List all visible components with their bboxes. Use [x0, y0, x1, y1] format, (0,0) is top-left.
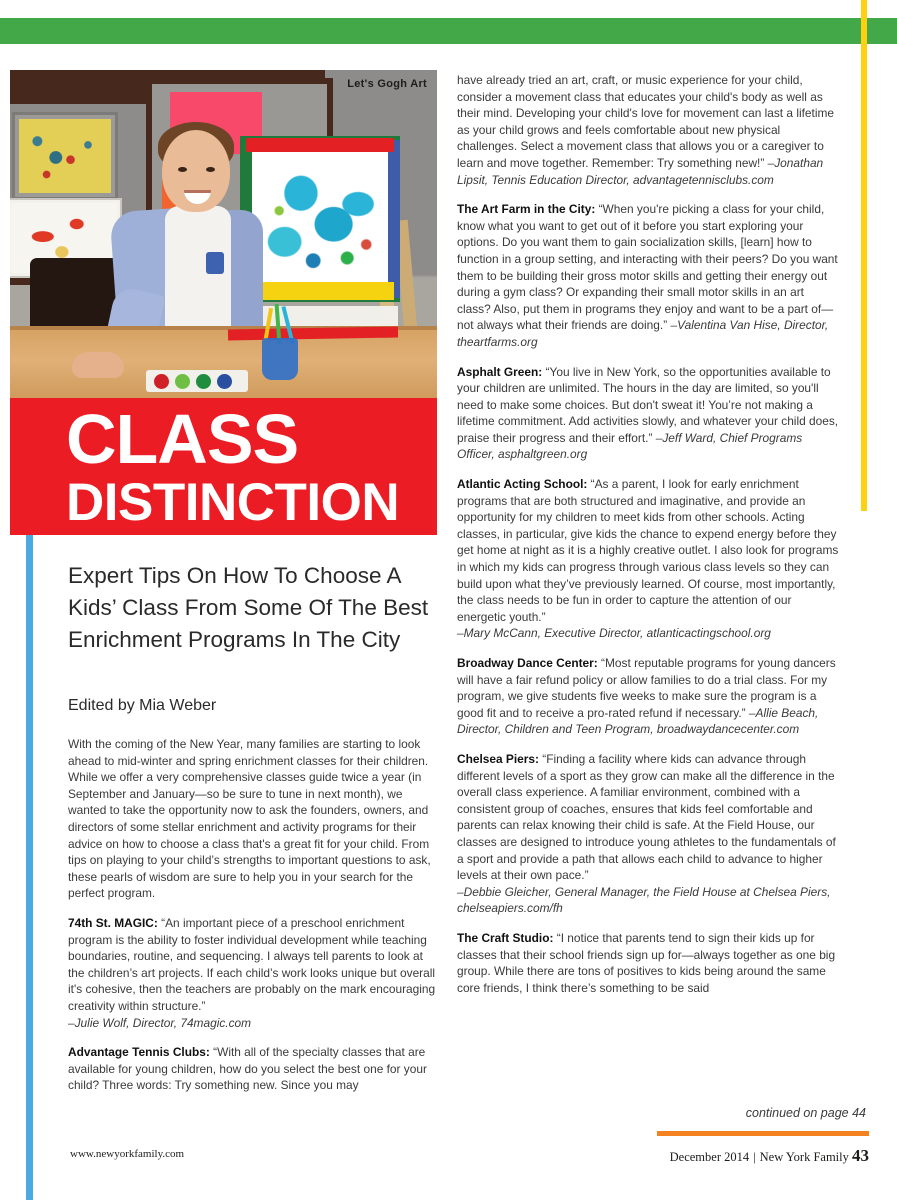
- lead-photo: [10, 70, 437, 400]
- entry-name: 74th St. MAGIC:: [68, 915, 158, 930]
- entry-chelsea-piers: [457, 751, 839, 917]
- article-byline: Edited by Mia Weber: [68, 697, 217, 714]
- footer-issue-line: [670, 1146, 869, 1166]
- entry-quote: “You live in New York, so the opportunities available to your children are unlimited. The hours in the day are limited, so you'll need to make some choices. But don't sweat it! You’re not making a lifetime commitment. Add activities slowly, and whatever your child does, praise their progress and their effort.”: [457, 364, 839, 445]
- entry-quote: “Most reputable programs for young dancers will have a fair refund policy or allow families to do a trial class. For my program, we give students five weeks to make sure the program is a good fit and to receive a pro-rated refund if necessary.”: [457, 656, 836, 720]
- footer-page-number: 43: [852, 1146, 869, 1165]
- article-deck: Expert Tips On How To Choose A Kids’ Class From Some Of The Best Enrichment Programs In The City: [68, 563, 429, 652]
- footer-orange-rule: [657, 1131, 869, 1136]
- entry-asphalt-green: [457, 364, 839, 464]
- entry-74th-st-magic: [68, 915, 440, 1031]
- photo-brush-cup: [262, 338, 298, 380]
- photo-watercolor-palette: [146, 370, 248, 392]
- footer-website[interactable]: www.newyorkfamily.com: [70, 1148, 185, 1160]
- entry-attribution: –Valentina Van Hise, Director, theartfarms.org: [457, 318, 829, 349]
- photo-paint-dot-red: [154, 374, 169, 389]
- intro-paragraph: With the coming of the New Year, many families are starting to look ahead to mid-winter and spring enrichment classes for their children. While we offer a very comprehensive classes guide twice a year (in September and January—so be sure to tune in next month), we wanted to take the opportunity now to ask the founders, owners, and directors of some stellar enrichment and activity programs for their advice on how to choose a class that's a great fit for your child. From tips on playing to your child’s strengths to important questions to ask, these pearls of wisdom are sure to help you in your search for the perfect program.: [68, 737, 431, 901]
- entry-quote: have already tried an art, craft, or music experience for your child, consider a movement class that educates your child's body as well as their mind. Developing your child's love for movement can last a lifetime as your child grows and feels comfortable about new physical challenges. Select a movement class that allows you or a caregiver to learn and move together. Remember: Try something new!”: [457, 73, 834, 170]
- entry-attribution: –Debbie Gleicher, General Manager, the Field House at Chelsea Piers, chelseapiers.com/fh: [457, 884, 831, 916]
- entry-name: Chelsea Piers:: [457, 751, 539, 766]
- continued-note: continued on page 44: [745, 1106, 866, 1120]
- photo-easel-paper: [252, 150, 388, 285]
- entry-attribution: –Jeff Ward, Chief Programs Officer, asphaltgreen.org: [457, 430, 803, 462]
- entry-name: The Craft Studio:: [457, 930, 554, 945]
- entry-quote: “Finding a facility where kids can advance through different levels of a sport as they grow can make all the difference in the overall class experience. A familiar environment, combined with a consistent group of coaches, ensures that kids feel comfortable and parents can relax knowing their child is safe. At the Field House, our classes are designed to introduce young athletes to the fundamentals of a sport and provide a path that allows each child to advance to higher levels at their own pace.”: [457, 751, 836, 883]
- right-text-column: [457, 72, 839, 996]
- entry-attribution: –Jonathan Lipsit, Tennis Education Director, advantagetennisclubs.com: [457, 155, 824, 187]
- entry-attribution: –Julie Wolf, Director, 74magic.com: [68, 1015, 252, 1030]
- entry-name: Broadway Dance Center:: [457, 656, 598, 670]
- photo-easel-red-clip: [246, 138, 394, 152]
- right-yellow-rule: [861, 0, 867, 511]
- photo-boy-pocket: [206, 252, 224, 274]
- left-blue-rule: [26, 535, 33, 1200]
- headline-line-2: DISTINCTION: [66, 473, 400, 532]
- photo-childs-painting: [252, 150, 388, 285]
- entry-atlantic-acting-school: [457, 476, 839, 642]
- photo-paint-dot-lightgreen: [175, 374, 190, 389]
- entry-attribution: –Allie Beach, Director, Children and Teen Program, broadwaydancecenter.com: [457, 705, 819, 737]
- entry-name: The Art Farm in the City:: [457, 202, 596, 217]
- entry-attribution: –Mary McCann, Executive Director, atlanticactingschool.org: [457, 626, 771, 641]
- entry-quote: “When you're picking a class for your child, know what you want to get out of it before you start exploring your options. Do you want them to gain socialization skills, [learn] how to function in a group setting, and interacting with their peers? Do you want them to be building their gross motor skills and getting their energy out during a gym class? Or expanding their small motor skills in an art class? Also, put them in programs they enjoy and want to be a part of—not always what their friends are doing.”: [457, 202, 838, 333]
- entry-broadway-dance-center: [457, 655, 839, 738]
- entry-quote: “An important piece of a preschool enrichment program is the ability to foster individual development while teaching boundaries, routine, and sequencing. I always tell parents to look at the children’s art projects. If each child’s work looks unique but overall it's cohesive, then the teachers are probably on the mark encouraging creativity within structure.”: [68, 915, 436, 1013]
- photo-boy-hand: [72, 352, 124, 378]
- footer-separator: |: [753, 1150, 756, 1164]
- footer-magazine-name: New York Family: [759, 1150, 849, 1164]
- photo-boy-eye-right: [206, 167, 215, 172]
- entry-quote: “With all of the specialty classes that are available for young children, how do you select the best one for your child? Three words: Try something new. Since you may: [68, 1045, 427, 1093]
- entry-the-craft-studio: [457, 930, 839, 996]
- entry-quote: “I notice that parents tend to sign their kids up for classes that their school friends sign up for—always together as one big group. While there are tons of positives to kids being around the same core friends, I think there’s something to be said: [457, 930, 836, 995]
- left-text-column: [68, 736, 440, 1094]
- footer-issue-date: December 2014: [669, 1150, 750, 1164]
- headline-block: [10, 398, 437, 535]
- entry-name: Atlantic Acting School:: [457, 477, 588, 492]
- photo-artwork-yellow-splatter: [19, 119, 111, 193]
- photo-credit: Let's Gogh Art: [347, 78, 427, 90]
- photo-framed-artwork-yellow: [12, 112, 118, 200]
- photo-boy-eye-left: [178, 167, 187, 172]
- headline-line-1: CLASS: [66, 400, 299, 478]
- photo-paint-dot-blue: [217, 374, 232, 389]
- entry-the-art-farm-in-the-city: [457, 201, 839, 350]
- entry-advantage-tennis-continuation: [457, 72, 839, 188]
- entry-advantage-tennis-clubs: [68, 1044, 440, 1094]
- photo-paint-dot-green: [196, 374, 211, 389]
- photo-easel-yellow-trim: [246, 282, 394, 300]
- entry-quote: “As a parent, I look for early enrichment programs that are both structured and imaginative, and provide an opportunity for my children to meet kids from other schools. Acting classes, in particular, give kids the chance to expend energy before they get home at night as it is a highly creative outlet. I also look for programs in which my kids can progress through various class levels so they can build upon what they’ve previously learned. Of course, most importantly, the class needs to be fun in order to capture the attention of our energetic youth.”: [457, 477, 839, 624]
- top-green-rule: [0, 18, 897, 44]
- entry-name: Asphalt Green:: [457, 364, 543, 379]
- entry-name: Advantage Tennis Clubs:: [68, 1045, 210, 1060]
